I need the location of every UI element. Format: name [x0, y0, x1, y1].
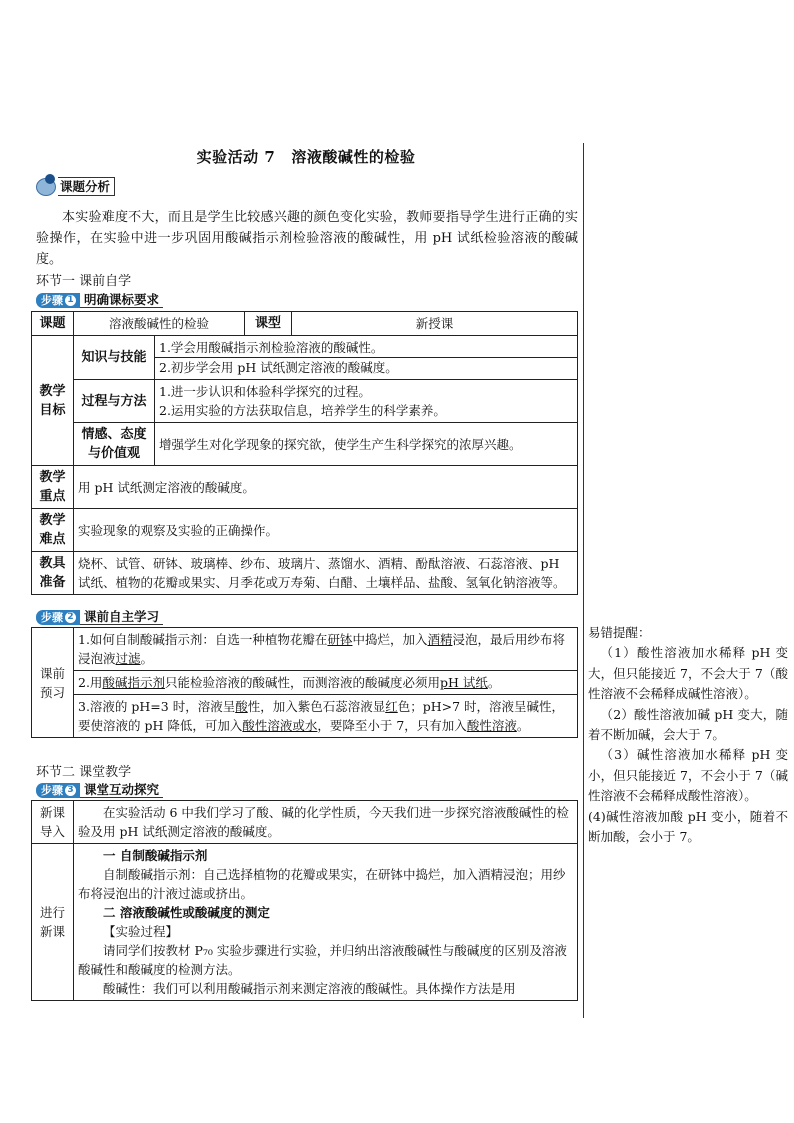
cell-knowledge-label: 知识与技能: [74, 336, 155, 380]
cell-difficulty: 实验现象的观察及实验的正确操作。: [74, 509, 578, 552]
preview-q3: 3.溶液的 pH=3 时，溶液呈酸性，加入紫色石蕊溶液显红色；pH>7 时，溶液呈碱性，要使溶液的 pH 降低，可加入酸性溶液或水，要降至小于 7，只有加入酸性溶液。: [74, 695, 578, 738]
cell-tools: 烧杯、试管、研钵、玻璃棒、纱布、玻璃片、蒸馏水、酒精、酚酞溶液、石蕊溶液、pH 试纸、植物的花瓣或果实、月季花或万寿菊、白醋、土壤样品、盐酸、氢氧化钠溶液等。: [74, 552, 578, 595]
badge-icon: [36, 176, 58, 196]
side-note-1: （1）酸性溶液加水稀释 pH 变大，但只能接近 7，不会大于 7（酸性溶液不会稀释成碱性溶液）。: [588, 645, 788, 702]
lesson-heading-1: 一 自制酸碱指示剂: [103, 848, 208, 863]
preview-q1: 1.如何自制酸碱指示剂：自选一种植物花瓣在研钵中捣烂，加入酒精浸泡，最后用纱布将浸泡液过滤。: [74, 628, 578, 671]
objectives-table: [31, 311, 578, 595]
cell-attitude-label: 情感、态度与价值观: [74, 423, 155, 466]
preview-q2: 2.用酸碱指示剂只能检验溶液的酸碱性，而测溶液的酸碱度必须用pH 试纸。: [74, 671, 578, 695]
cell-process: [155, 380, 578, 423]
preview-table: [31, 627, 578, 738]
side-note-4: (4)碱性溶液加酸 pH 变小，随着不断加酸，会小于 7。: [588, 808, 788, 845]
cell-difficulty-label: 教学难点: [32, 509, 74, 552]
knowledge-line-1: 1.学会用酸碱指示剂检验溶液的酸碱性。: [159, 340, 384, 355]
lesson-paragraph-3: 酸碱性：我们可以利用酸碱指示剂来测定溶液的酸碱性。具体操作方法是用: [103, 981, 516, 996]
side-heading: 易错提醒：: [588, 625, 651, 640]
process-line-1: 1.进一步认识和体验科学探究的过程。: [159, 384, 371, 399]
intro-paragraph: 本实验难度不大，而且是学生比较感兴趣的颜色变化实验，教师要指导学生进行正确的实验操作，在实验中进一步巩固用酸碱指示剂检验溶液的酸碱性，用 pH 试纸检验溶液的酸碱度。: [36, 210, 578, 267]
cell-goal-label: 教学目标: [32, 336, 74, 466]
side-notes: [588, 623, 788, 847]
cell-tools-label: 教具准备: [32, 552, 74, 595]
step-text: 课堂互动探究: [80, 782, 163, 798]
cell-topic-label: 课题: [32, 312, 74, 336]
column-divider: [583, 143, 584, 1018]
cell-intro-label: 新课导入: [32, 801, 74, 844]
page-title: [36, 146, 576, 167]
classroom-table: [31, 800, 578, 1001]
cell-attitude: 增强学生对化学现象的探究欲，使学生产生科学探究的浓厚兴趣。: [155, 423, 578, 466]
cell-topic: 溶液酸碱性的检验: [74, 312, 245, 336]
step-tag: 步骤 2: [36, 610, 80, 625]
cell-focus-label: 教学重点: [32, 466, 74, 509]
lesson-heading-2: 二 溶液酸碱性或酸碱度的测定: [103, 905, 270, 920]
step-two-badge: [36, 609, 163, 625]
cell-type-label: 课型: [245, 312, 292, 336]
cell-focus: 用 pH 试纸测定溶液的酸碱度。: [74, 466, 578, 509]
cell-type: 新授课: [292, 312, 578, 336]
step-one-badge: [36, 292, 163, 308]
step-text: 明确课标要求: [80, 292, 163, 308]
step-tag: 步骤 3: [36, 783, 80, 798]
step-tag: 步骤 1: [36, 293, 80, 308]
title-prefix: 实验活动 7: [196, 148, 276, 166]
lesson-paragraph-2: 请同学们按教材 P₇₀ 实验步骤进行实验，并归纳出溶液酸碱性与酸碱度的区别及溶液酸碱性和酸碱度的检测方法。: [78, 943, 567, 977]
cell-knowledge: [155, 336, 578, 380]
section-badge: [36, 176, 115, 196]
title-main: 溶液酸碱性的检验: [291, 148, 416, 166]
lesson-heading-3: 【实验过程】: [103, 924, 179, 939]
lesson-paragraph-1: 自制酸碱指示剂：自己选择植物的花瓣或果实，在研钵中捣烂，加入酒精浸泡；用纱布将浸泡出的汁液过滤或挤出。: [78, 867, 566, 901]
step-three-badge: [36, 782, 163, 798]
cell-intro: 在实验活动 6 中我们学习了酸、碱的化学性质，今天我们进一步探究溶液酸碱性的检验及用 pH 试纸测定溶液的酸碱度。: [74, 801, 578, 844]
cell-new-lesson-label: 进行新课: [32, 844, 74, 1001]
section-label: 课题分析: [58, 177, 115, 196]
cell-new-lesson: [74, 844, 578, 1001]
step-text: 课前自主学习: [80, 609, 163, 625]
stage-two-heading: 环节二 课堂教学: [36, 765, 132, 780]
cell-process-label: 过程与方法: [74, 380, 155, 423]
cell-preview-label: 课前预习: [32, 628, 74, 738]
side-note-2: （2）酸性溶液加碱 pH 变大，随着不断加碱，会大于 7。: [588, 706, 788, 743]
process-line-2: 2.运用实验的方法获取信息，培养学生的科学素养。: [159, 403, 446, 418]
knowledge-line-2: 2.初步学会用 pH 试纸测定溶液的酸碱度。: [155, 357, 577, 377]
stage-one-heading: 环节一 课前自学: [36, 274, 132, 289]
side-note-3: （3）碱性溶液加水稀释 pH 变小，但只能接近 7，不会小于 7（碱性溶液不会稀释成酸性溶液）。: [588, 747, 788, 804]
